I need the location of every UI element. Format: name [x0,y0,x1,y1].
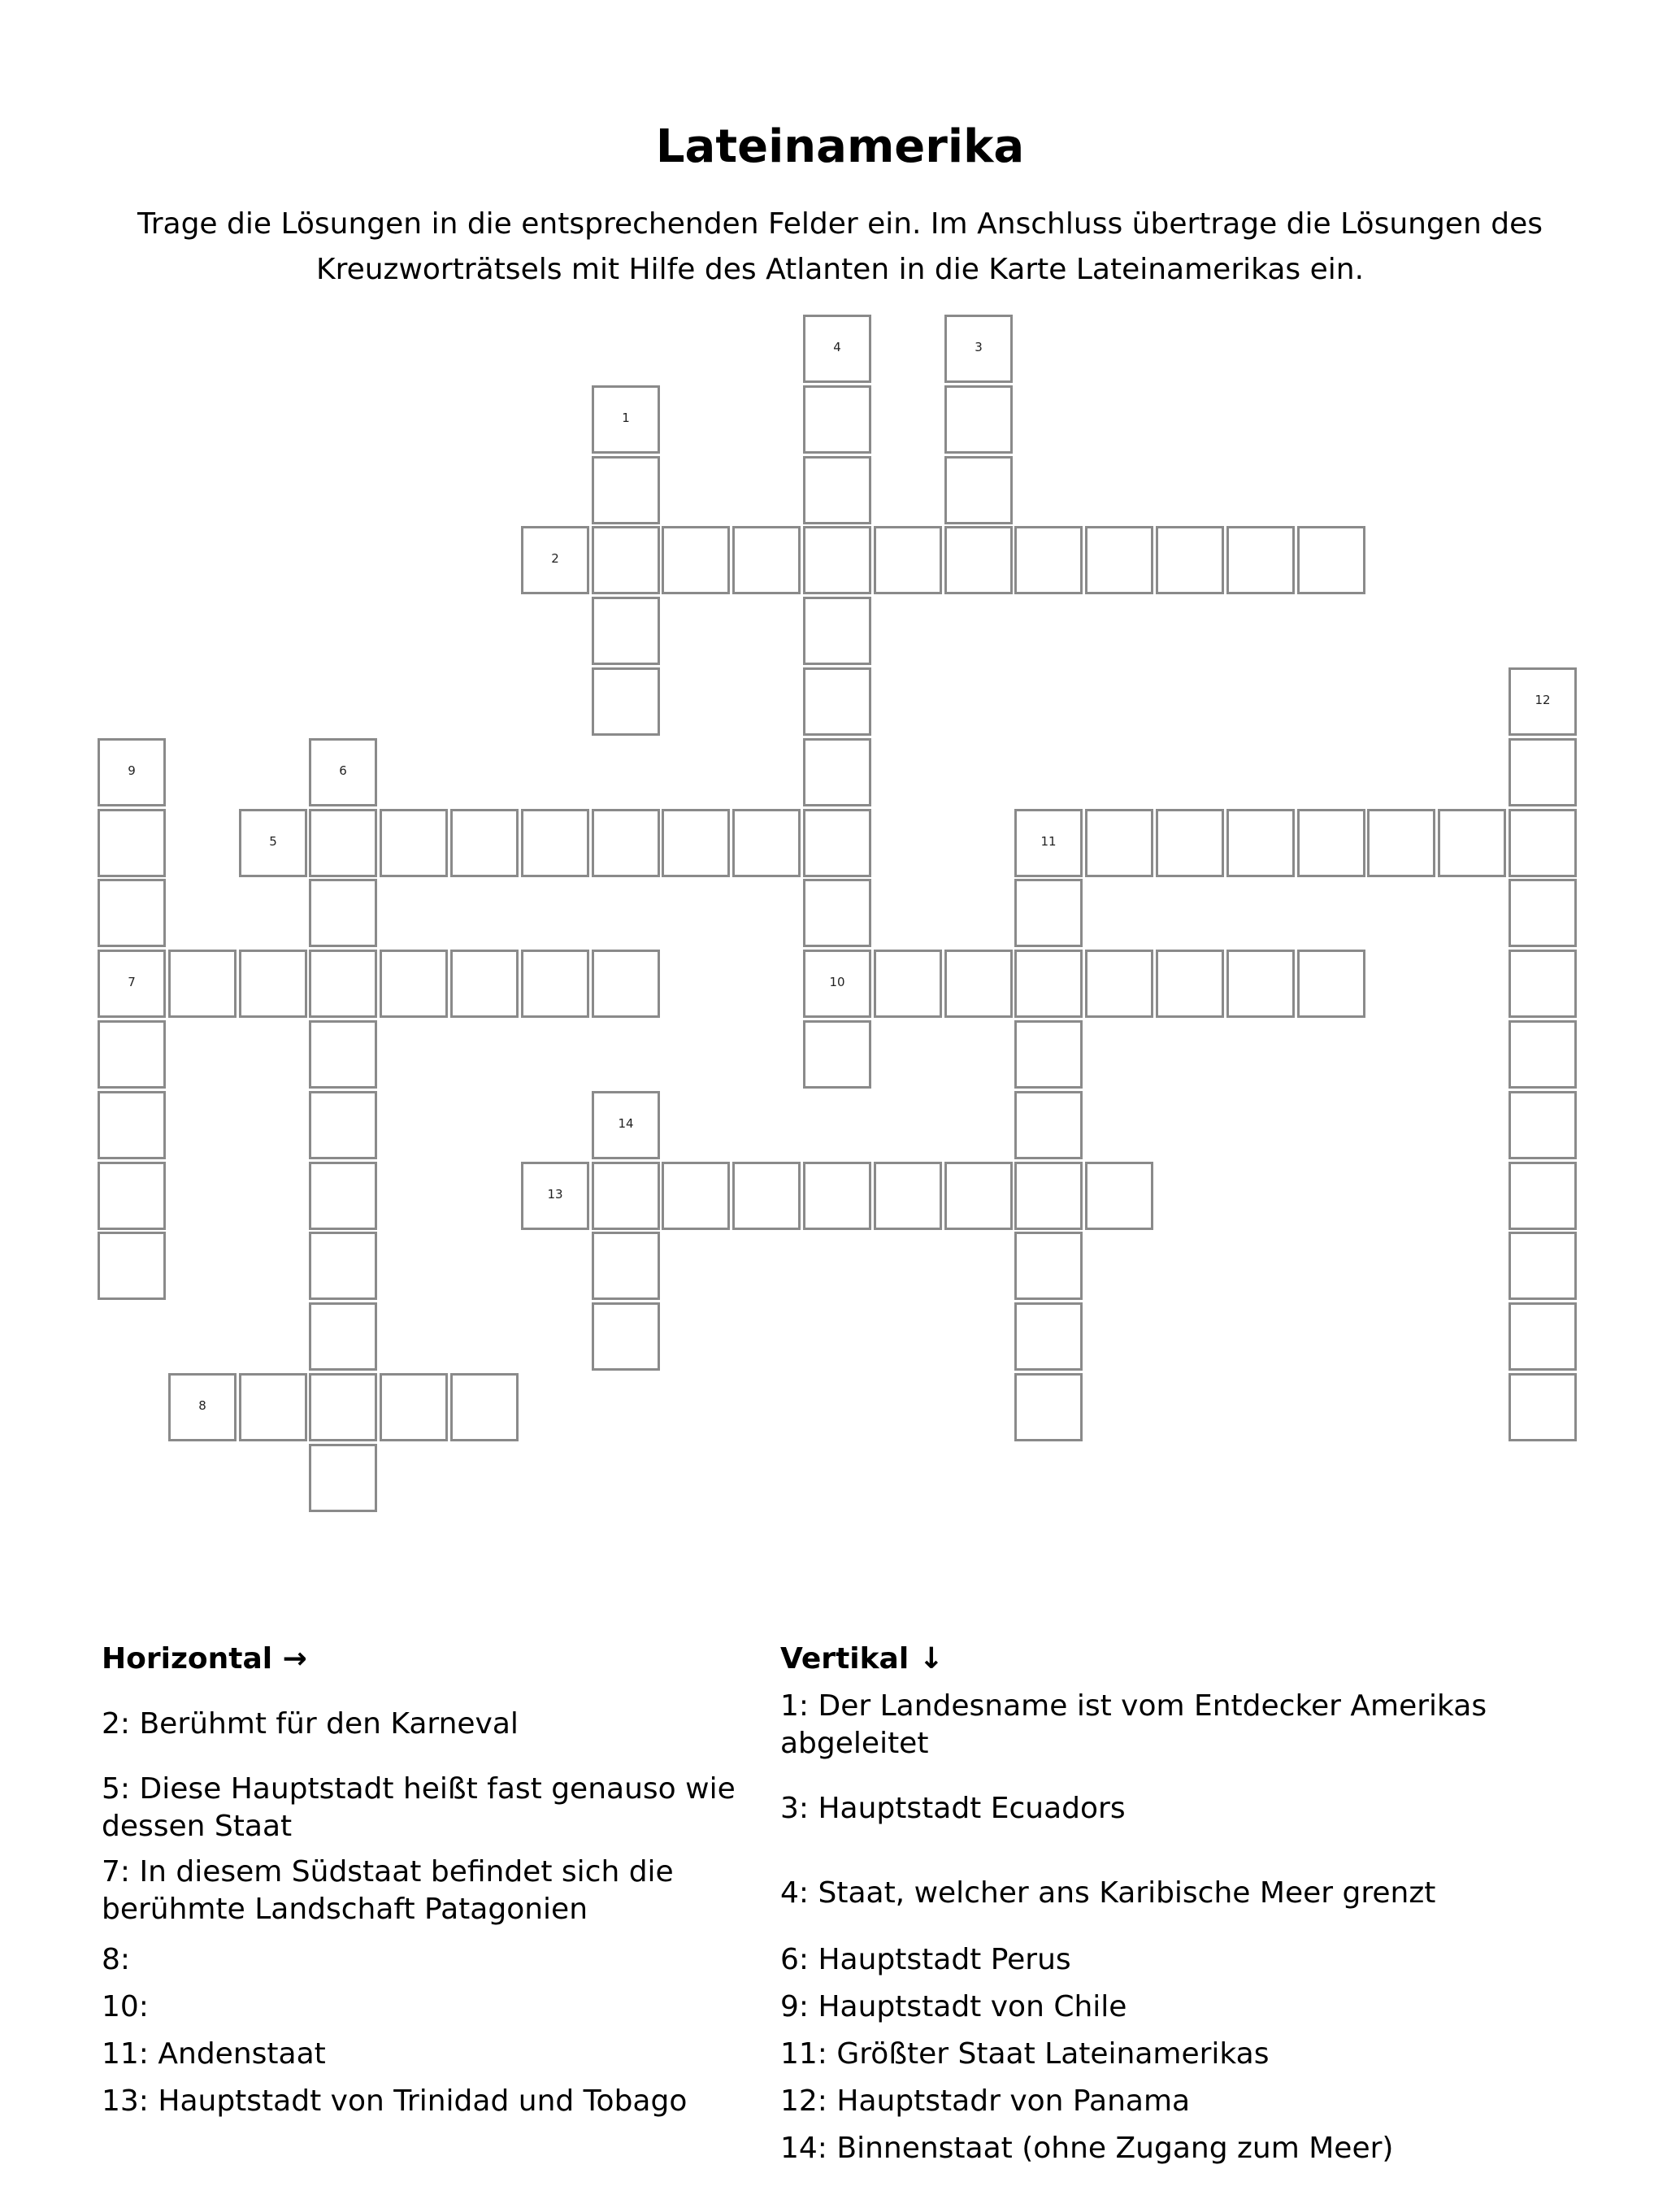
clue-h-8: 8: [102,1943,131,1976]
clue-v-14: 14: Binnenstaat (ohne Zugang zum Meer) [780,2132,1394,2165]
crossword-cell[interactable] [309,1373,377,1441]
crossword-cell[interactable] [874,526,942,594]
crossword-cell[interactable] [1014,879,1083,947]
crossword-cell[interactable] [803,315,871,383]
crossword-cell[interactable] [1509,879,1577,947]
clue-number: 10 [829,975,845,989]
crossword-cell[interactable] [803,738,871,806]
clue-v-12: 12: Hauptstadr von Panama [780,2084,1191,2118]
crossword-cell[interactable] [803,597,871,665]
crossword-cell[interactable] [309,1020,377,1089]
crossword-cell[interactable] [380,809,448,877]
crossword-cell[interactable] [944,526,1013,594]
crossword-cell[interactable] [732,809,801,877]
crossword-cell[interactable] [1014,526,1083,594]
crossword-cell[interactable] [1085,526,1153,594]
clue-number: 3 [975,340,983,354]
crossword-cell[interactable] [239,809,307,877]
crossword-cell[interactable] [1226,950,1295,1018]
crossword-cell[interactable] [1297,526,1365,594]
crossword-cell[interactable] [1438,809,1506,877]
crossword-cell[interactable] [1156,526,1224,594]
crossword-cell[interactable] [1509,1232,1577,1300]
clue-h-10: 10: [102,1990,149,2023]
crossword-cell[interactable] [1085,950,1153,1018]
crossword-cell[interactable] [1509,667,1577,736]
crossword-cell[interactable] [450,1373,519,1441]
crossword-cell[interactable] [1014,809,1083,877]
crossword-cell[interactable] [521,809,589,877]
crossword-cell[interactable] [309,950,377,1018]
clue-v-6: 6: Hauptstadt Perus [780,1943,1071,1976]
crossword-cell[interactable] [450,950,519,1018]
crossword-cell[interactable] [803,950,871,1018]
crossword-cell[interactable] [98,1091,166,1159]
crossword-cell[interactable] [944,950,1013,1018]
clue-number: 13 [547,1187,563,1202]
crossword-cell[interactable] [592,526,660,594]
crossword-cell[interactable] [98,738,166,806]
crossword-cell[interactable] [732,1162,801,1230]
crossword-cell[interactable] [1367,809,1435,877]
clue-h-2: 2: Berühmt für den Karneval [102,1707,519,1741]
crossword-cell[interactable] [803,667,871,736]
crossword-cell[interactable] [1014,1232,1083,1300]
crossword-cell[interactable] [1226,809,1295,877]
vertical-heading: Vertikal ↓ [780,1642,944,1676]
clue-number: 5 [269,834,277,849]
crossword-cell[interactable] [380,1373,448,1441]
clue-number: 2 [551,551,559,566]
clue-number: 11 [1040,834,1057,849]
crossword-cell[interactable] [1226,526,1295,594]
clue-v-1: 1: Der Landesname ist vom Entdecker Amerikas abgeleitet [780,1689,1487,1760]
crossword-cell[interactable] [874,950,942,1018]
crossword-cell[interactable] [592,1162,660,1230]
crossword-cell[interactable] [944,1162,1013,1230]
clue-number: 8 [198,1398,206,1413]
crossword-cell[interactable] [1509,809,1577,877]
crossword-cell[interactable] [874,1162,942,1230]
crossword-cell[interactable] [592,667,660,736]
crossword-cell[interactable] [803,385,871,454]
crossword-cell[interactable] [1156,809,1224,877]
clue-number: 1 [622,411,630,425]
crossword-cell[interactable] [98,1232,166,1300]
crossword-cell[interactable] [309,879,377,947]
clue-v-9: 9: Hauptstadt von Chile [780,1990,1127,2023]
crossword-cell[interactable] [521,526,589,594]
crossword-cell[interactable] [803,456,871,524]
clue-number: 6 [339,763,347,778]
crossword-cell[interactable] [309,1444,377,1512]
clue-h-5: 5: Diese Hauptstadt heißt fast genauso wie dessen Staat [102,1772,736,1843]
crossword-cell[interactable] [592,597,660,665]
crossword-cell[interactable] [592,950,660,1018]
crossword-cell[interactable] [239,1373,307,1441]
crossword-cell[interactable] [1509,1373,1577,1441]
horizontal-heading: Horizontal → [102,1642,307,1676]
crossword-cell[interactable] [1085,809,1153,877]
clue-h-13: 13: Hauptstadt von Trinidad und Tobago [102,2084,688,2118]
crossword-cell[interactable] [168,950,237,1018]
crossword-cell[interactable] [521,950,589,1018]
crossword-cell[interactable] [592,385,660,454]
crossword-cell[interactable] [98,879,166,947]
crossword-cell[interactable] [732,526,801,594]
crossword-cell[interactable] [1509,1020,1577,1089]
crossword-cell[interactable] [309,809,377,877]
crossword-cell[interactable] [662,1162,730,1230]
crossword-cell[interactable] [1014,1020,1083,1089]
page-title: Lateinamerika [655,120,1025,173]
crossword-cell[interactable] [803,526,871,594]
crossword-cell[interactable] [1509,738,1577,806]
crossword-cell[interactable] [98,950,166,1018]
crossword-cell[interactable] [309,1302,377,1371]
crossword-cell[interactable] [98,809,166,877]
crossword-cell[interactable] [1156,950,1224,1018]
clue-h-11: 11: Andenstaat [102,2037,326,2071]
crossword-cell[interactable] [1509,1302,1577,1371]
crossword-cell[interactable] [168,1373,237,1441]
crossword-cell[interactable] [380,950,448,1018]
crossword-cell[interactable] [803,1162,871,1230]
clue-h-7: 7: In diesem Südstaat befindet sich die berühmte Landschaft Patagonien [102,1855,674,1926]
clue-number: 14 [618,1116,634,1131]
instructions: Trage die Lösungen in die entsprechenden Felder ein. Im Anschluss übertrage die Lösungen des Kreuzworträtsels mit Hilfe des Atlanten in die Karte Lateinamerikas ein. [137,207,1543,286]
clue-v-3: 3: Hauptstadt Ecuadors [780,1792,1126,1825]
crossword-cell[interactable] [239,950,307,1018]
crossword-cell[interactable] [98,1020,166,1089]
crossword-cell[interactable] [1085,1162,1153,1230]
crossword-cell[interactable] [1014,1162,1083,1230]
clue-v-11: 11: Größter Staat Lateinamerikas [780,2037,1270,2071]
crossword-cell[interactable] [1297,809,1365,877]
crossword-cell[interactable] [1297,950,1365,1018]
crossword-cell[interactable] [309,1091,377,1159]
crossword-cell[interactable] [944,456,1013,524]
crossword-cell[interactable] [1014,950,1083,1018]
crossword-cell[interactable] [803,809,871,877]
crossword-cell[interactable] [450,809,519,877]
clue-number: 12 [1535,693,1551,707]
crossword-cell[interactable] [98,1162,166,1230]
crossword-cell[interactable] [662,809,730,877]
crossword-cell[interactable] [592,1302,660,1371]
crossword-cell[interactable] [592,1091,660,1159]
clue-number: 4 [833,340,841,354]
crossword-cell[interactable] [309,738,377,806]
crossword-cell[interactable] [521,1162,589,1230]
crossword-cell[interactable] [1014,1373,1083,1441]
crossword-cell[interactable] [592,456,660,524]
crossword-cell[interactable] [944,315,1013,383]
crossword-cell[interactable] [1509,1162,1577,1230]
clue-number: 9 [128,763,136,778]
crossword-cell[interactable] [1509,950,1577,1018]
clue-number: 7 [128,975,136,989]
crossword-cell[interactable] [803,879,871,947]
crossword-cell[interactable] [592,1232,660,1300]
crossword-cell[interactable] [662,526,730,594]
crossword-cell[interactable] [1509,1091,1577,1159]
clue-v-4: 4: Staat, welcher ans Karibische Meer grenzt [780,1876,1436,1910]
crossword-cell[interactable] [309,1232,377,1300]
crossword-cell[interactable] [944,385,1013,454]
crossword-cell[interactable] [803,1020,871,1089]
crossword-cell[interactable] [309,1162,377,1230]
crossword-cell[interactable] [592,809,660,877]
crossword-cell[interactable] [1014,1302,1083,1371]
crossword-cell[interactable] [1014,1091,1083,1159]
